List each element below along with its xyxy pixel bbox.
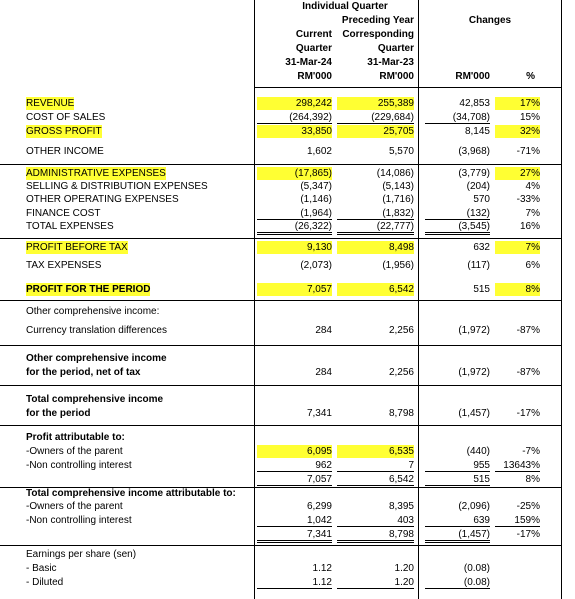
row-value-cur: 7,341 xyxy=(306,408,332,419)
row-value-cur: 6,095 xyxy=(257,445,332,458)
row-value-chg: (1,457) xyxy=(458,408,490,419)
row-value-pct: -7% xyxy=(522,446,540,457)
row-value-pct: -17% xyxy=(516,529,540,540)
row-label: COST OF SALES xyxy=(26,112,106,123)
row-label: PROFIT BEFORE TAX xyxy=(26,242,128,253)
row-value-prev: 5,570 xyxy=(388,146,414,157)
row-value-prev: (22,777) xyxy=(337,220,414,233)
row-value-pct: 6% xyxy=(525,260,540,271)
header-current-unit: RM'000 xyxy=(297,71,332,82)
row-value-pct: 8% xyxy=(525,474,540,485)
row-value-prev: 403 xyxy=(337,514,414,527)
row-value-pct: 15% xyxy=(519,112,540,123)
row-value-prev: 6,542 xyxy=(337,283,414,296)
row-label: TAX EXPENSES xyxy=(26,260,102,271)
row-value-cur: 284 xyxy=(315,325,332,336)
row-label: for the period, net of tax xyxy=(26,367,141,378)
row-value-prev: (1,832) xyxy=(337,207,414,220)
row-value-pct: 7% xyxy=(525,208,540,219)
row-value-chg: 42,853 xyxy=(459,98,490,109)
row-label: ADMINISTRATIVE EXPENSES xyxy=(26,168,166,179)
header-group-title: Individual Quarter xyxy=(302,1,388,12)
row-value-prev: 8,498 xyxy=(337,241,414,254)
row-label: -Owners of the parent xyxy=(26,446,123,457)
row-value-chg: (1,972) xyxy=(458,367,490,378)
header-preceding-line1: Preceding Year xyxy=(341,15,414,26)
row-label: FINANCE COST xyxy=(26,208,101,219)
row-value-prev: (14,086) xyxy=(376,168,414,179)
section-divider xyxy=(254,87,562,88)
row-value-chg: (1,972) xyxy=(458,325,490,336)
row-value-chg: (0.08) xyxy=(463,563,490,574)
row-label: Earnings per share (sen) xyxy=(26,549,137,560)
row-value-cur: 962 xyxy=(257,459,332,472)
header-current-line1: Current xyxy=(295,29,332,40)
row-value-chg: (204) xyxy=(466,181,490,192)
row-value-prev: (1,716) xyxy=(382,194,414,205)
row-label: PROFIT FOR THE PERIOD xyxy=(26,284,151,295)
row-value-chg: (117) xyxy=(467,260,490,271)
row-value-pct: -17% xyxy=(516,408,540,419)
row-value-prev: 2,256 xyxy=(388,367,414,378)
header-changes-pct: % xyxy=(526,71,535,82)
row-value-cur: (17,865) xyxy=(257,167,332,180)
header-preceding-line3: Quarter xyxy=(377,43,414,54)
section-divider xyxy=(0,164,562,165)
row-value-chg: 632 xyxy=(473,242,490,253)
row-value-cur: (5,347) xyxy=(300,181,332,192)
header-preceding-date: 31-Mar-23 xyxy=(367,57,414,68)
row-value-cur: 1.12 xyxy=(312,563,332,574)
row-value-pct: 8% xyxy=(495,283,540,296)
row-value-chg: 8,145 xyxy=(464,126,490,137)
row-label: for the period xyxy=(26,408,91,419)
row-value-pct: -87% xyxy=(516,325,540,336)
row-value-chg: 570 xyxy=(473,194,490,205)
row-label: - Basic xyxy=(26,563,57,574)
row-value-prev: (229,684) xyxy=(337,111,414,124)
row-value-chg: 515 xyxy=(425,473,490,486)
row-value-pct: 7% xyxy=(495,241,540,254)
row-label: - Diluted xyxy=(26,577,64,588)
row-label: GROSS PROFIT xyxy=(26,126,102,137)
header-preceding-unit: RM'000 xyxy=(379,71,414,82)
row-value-cur: 1,602 xyxy=(306,146,332,157)
row-value-pct: 16% xyxy=(519,221,540,232)
section-divider xyxy=(0,345,562,346)
row-value-pct: 17% xyxy=(495,97,540,110)
row-value-prev: 8,798 xyxy=(337,528,414,541)
row-label: Total comprehensive income attributable to: xyxy=(26,488,236,499)
row-value-chg: 955 xyxy=(425,459,490,472)
row-value-chg: 515 xyxy=(473,284,490,295)
header-current-line2: Quarter xyxy=(295,43,332,54)
row-value-pct: -33% xyxy=(516,194,540,205)
row-value-cur: 1.12 xyxy=(257,576,332,589)
row-value-cur: 284 xyxy=(315,367,332,378)
row-value-pct: -25% xyxy=(516,501,540,512)
row-value-pct: 159% xyxy=(495,514,540,527)
row-value-prev: 1.20 xyxy=(337,576,414,589)
row-value-chg: (34,708) xyxy=(425,111,490,124)
row-value-cur: (2,073) xyxy=(300,260,332,271)
row-label: Currency translation differences xyxy=(26,325,167,336)
header-preceding-line2: Corresponding xyxy=(342,29,414,40)
row-label: Other comprehensive income xyxy=(26,353,167,364)
row-value-chg: (1,457) xyxy=(425,528,490,541)
row-value-chg: 639 xyxy=(425,514,490,527)
row-value-prev: 1.20 xyxy=(394,563,414,574)
row-value-cur: 9,130 xyxy=(257,241,332,254)
row-label: Other comprehensive income: xyxy=(26,306,160,317)
row-value-cur: (264,392) xyxy=(257,111,332,124)
row-value-cur: (1,146) xyxy=(300,194,332,205)
row-label: OTHER INCOME xyxy=(26,146,104,157)
row-value-chg: (0.08) xyxy=(425,576,490,589)
row-label: -Non controlling interest xyxy=(26,460,132,471)
row-label: SELLING & DISTRIBUTION EXPENSES xyxy=(26,181,208,192)
row-value-prev: 8,798 xyxy=(388,408,414,419)
section-divider xyxy=(0,385,562,386)
row-value-cur: 7,341 xyxy=(257,528,332,541)
section-divider xyxy=(0,545,562,546)
row-value-pct: 32% xyxy=(495,125,540,138)
row-value-cur: 6,299 xyxy=(306,501,332,512)
row-value-chg: (2,096) xyxy=(458,501,490,512)
row-value-pct: -71% xyxy=(516,146,540,157)
row-value-chg: (440) xyxy=(466,446,490,457)
header-changes: Changes xyxy=(468,15,512,26)
row-value-prev: 6,535 xyxy=(337,445,414,458)
row-value-pct: -87% xyxy=(516,367,540,378)
row-value-cur: 7,057 xyxy=(257,283,332,296)
header-changes-unit: RM'000 xyxy=(455,71,490,82)
row-value-cur: 33,850 xyxy=(257,125,332,138)
row-value-cur: 298,242 xyxy=(257,97,332,110)
row-value-prev: (5,143) xyxy=(382,181,414,192)
row-value-cur: 1,042 xyxy=(257,514,332,527)
row-value-chg: (132) xyxy=(425,207,490,220)
row-value-cur: (26,322) xyxy=(257,220,332,233)
section-divider xyxy=(0,425,562,426)
row-value-prev: 25,705 xyxy=(337,125,414,138)
row-value-pct: 13643% xyxy=(495,459,540,472)
row-value-chg: (3,779) xyxy=(458,168,490,179)
section-divider xyxy=(0,300,562,301)
section-divider xyxy=(0,238,562,239)
row-value-prev: 255,389 xyxy=(337,97,414,110)
row-value-cur: 7,057 xyxy=(257,473,332,486)
row-label: OTHER OPERATING EXPENSES xyxy=(26,194,179,205)
row-value-prev: (1,956) xyxy=(382,260,414,271)
row-value-prev: 7 xyxy=(337,459,414,472)
row-value-prev: 8,395 xyxy=(388,501,414,512)
row-value-chg: (3,968) xyxy=(458,146,490,157)
row-value-chg: (3,545) xyxy=(425,220,490,233)
row-label: -Owners of the parent xyxy=(26,501,123,512)
row-value-prev: 6,542 xyxy=(337,473,414,486)
row-label: -Non controlling interest xyxy=(26,515,132,526)
row-label: Total comprehensive income xyxy=(26,394,164,405)
row-value-cur: (1,964) xyxy=(257,207,332,220)
row-label: REVENUE xyxy=(26,98,75,109)
row-value-pct: 27% xyxy=(495,167,540,180)
row-value-pct: 4% xyxy=(525,181,540,192)
row-label: Profit attributable to: xyxy=(26,432,125,443)
row-label: TOTAL EXPENSES xyxy=(26,221,114,232)
header-current-date: 31-Mar-24 xyxy=(285,57,332,68)
row-value-prev: 2,256 xyxy=(388,325,414,336)
